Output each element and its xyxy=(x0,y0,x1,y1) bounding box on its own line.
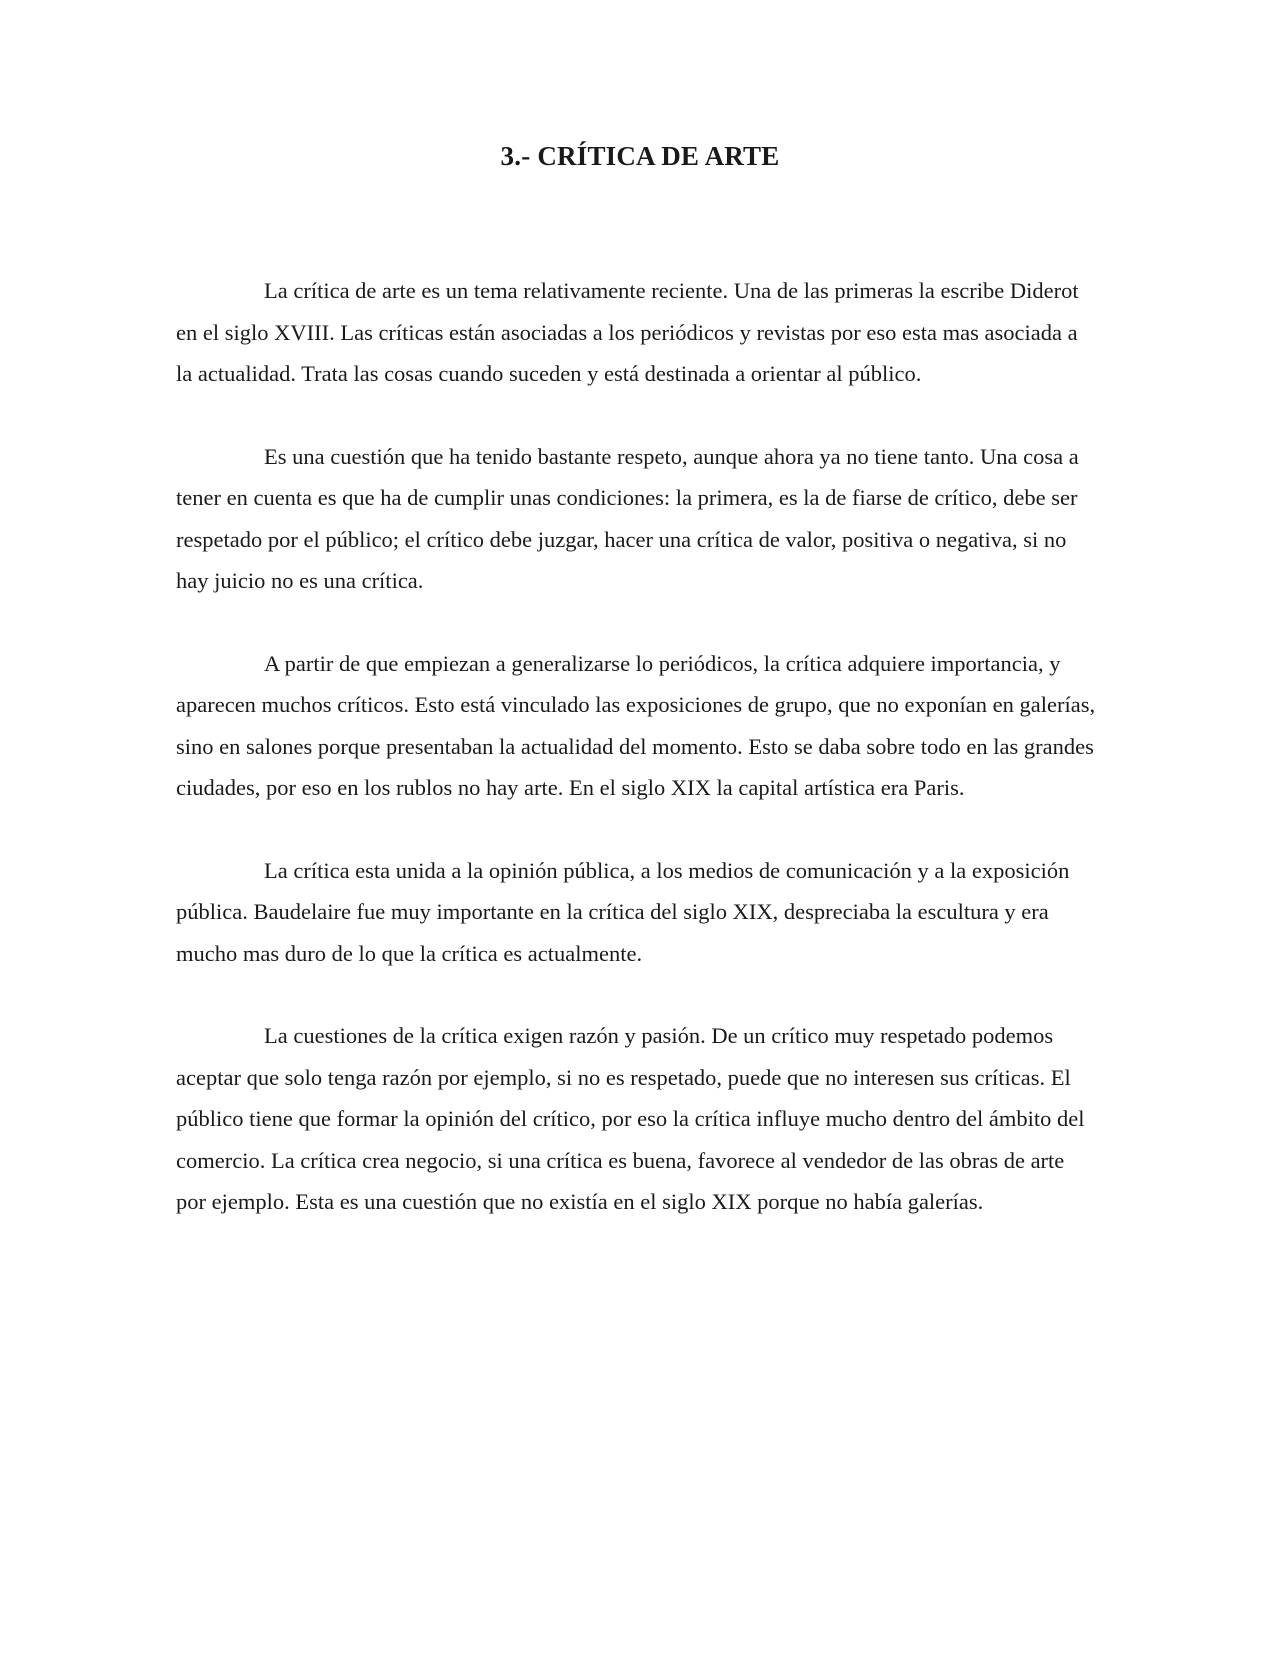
paragraph: La crítica de arte es un tema relativamente reciente. Una de las primeras la escribe Diderot en el siglo XVIII. Las críticas están asociadas a los periódicos y revistas por eso esta mas asociada a la actualidad. Trata las cosas cuando suceden y está destinada a orientar al público. xyxy=(176,278,1079,386)
paragraph: La cuestiones de la crítica exigen razón y pasión. De un crítico muy respetado podemos aceptar que solo tenga razón por ejemplo, si no es respetado, puede que no interesen sus críticas. El público tiene que formar la opinión del crítico, por eso la crítica influye mucho dentro del ámbito del comercio. La crítica crea negocio, si una crítica es buena, favorece al vendedor de las obras de arte por ejemplo. Esta es una cuestión que no existía en el siglo XIX porque no había galerías. xyxy=(176,1023,1085,1214)
paragraph: Es una cuestión que ha tenido bastante respeto, aunque ahora ya no tiene tanto. Una cosa a tener en cuenta es que ha de cumplir unas condiciones: la primera, es la de fiarse de crítico, debe ser respetado por el público; el crítico debe juzgar, hacer una crítica de valor, positiva o negativa, si no hay juicio no es una crítica. xyxy=(176,443,1079,593)
document-body xyxy=(176,270,1096,1264)
paragraph: La crítica esta unida a la opinión pública, a los medios de comunicación y a la exposición pública. Baudelaire fue muy importante en la crítica del siglo XIX, despreciaba la escultura y era mucho mas duro de lo que la crítica es actualmente. xyxy=(176,857,1070,966)
paragraph: A partir de que empiezan a generalizarse lo periódicos, la crítica adquiere importancia, y aparecen muchos críticos. Esto está vinculado las exposiciones de grupo, que no exponían en galerías, sino en salones porque presentaban la actualidad del momento. Esto se daba sobre todo en las grandes ciudades, por eso en los rublos no hay arte. En el siglo XIX la capital artística era Paris. xyxy=(176,650,1096,800)
page-title: 3.- CRÍTICA DE ARTE xyxy=(500,141,780,171)
